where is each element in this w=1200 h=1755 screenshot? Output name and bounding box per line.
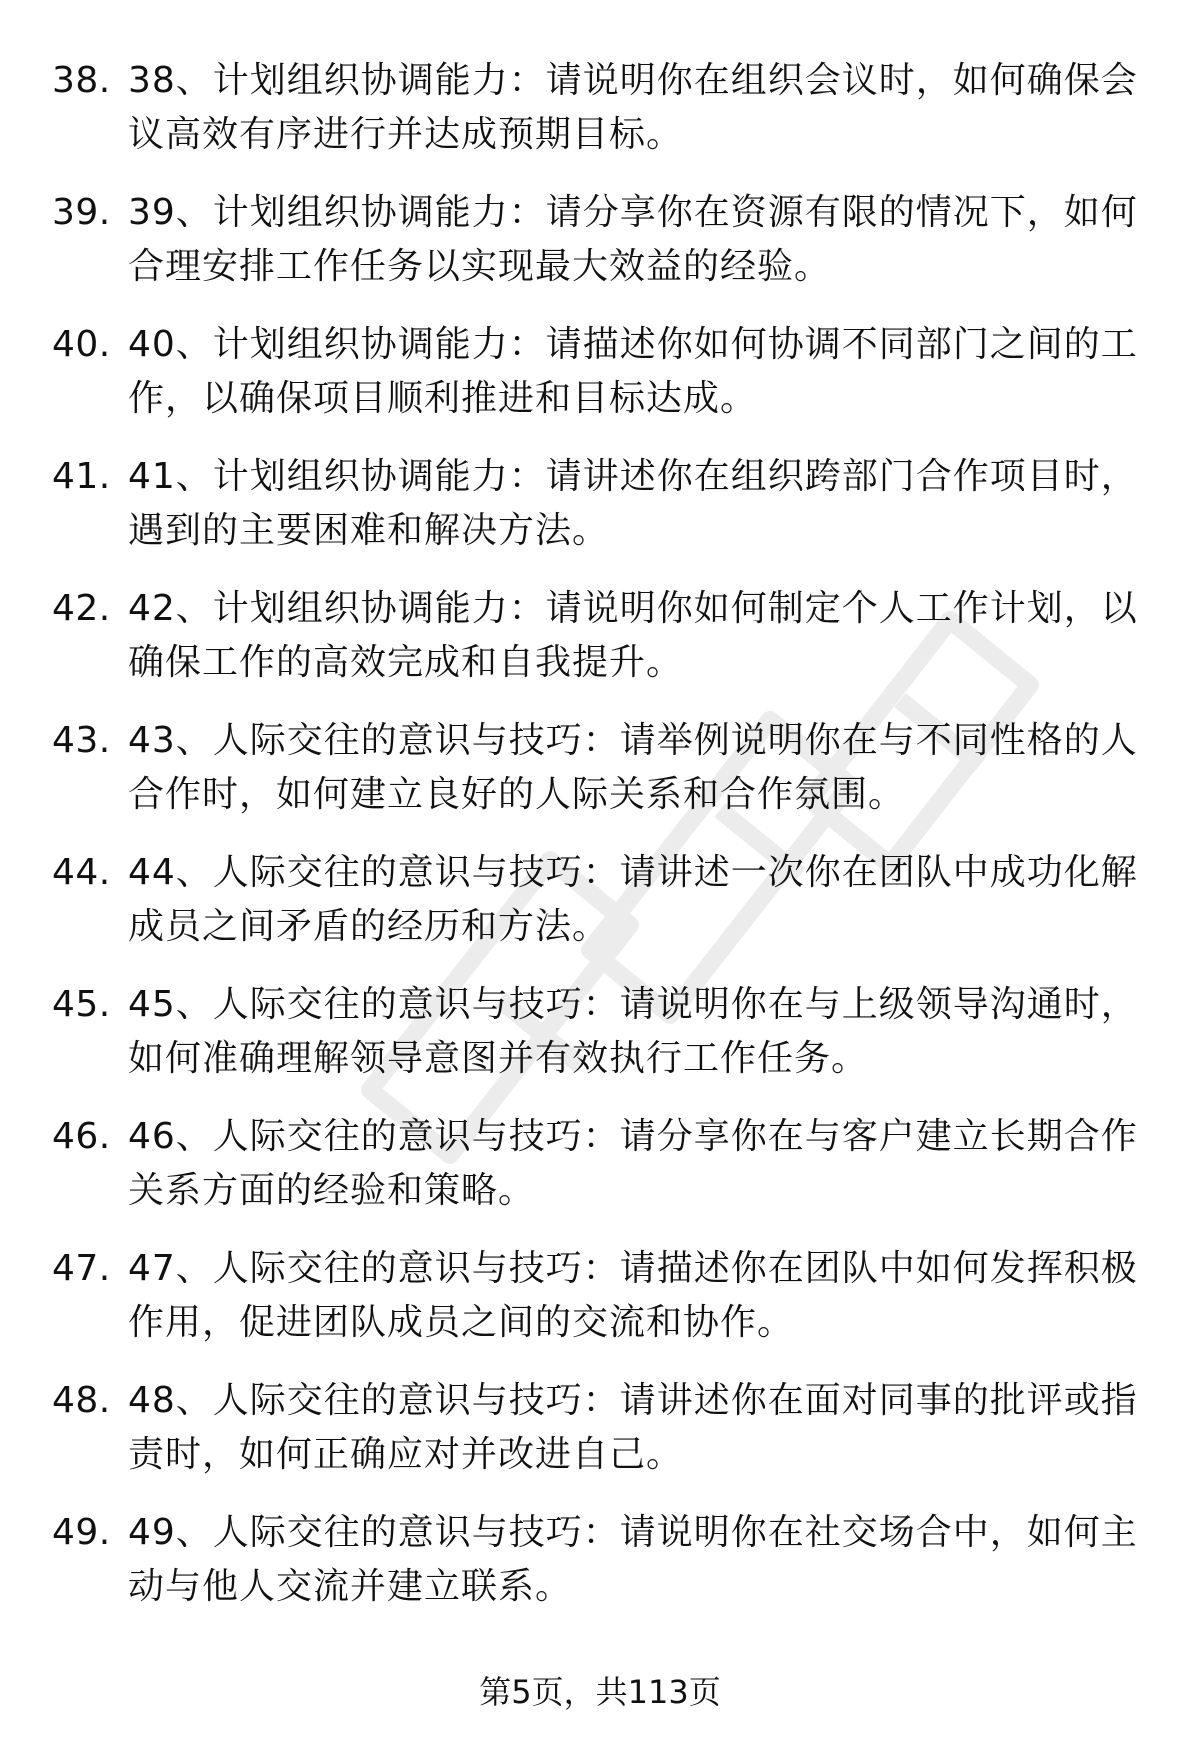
question-text: 48、人际交往的意识与技巧：请讲述你在面对同事的批评或指责时，如何正确应对并改进自己。 <box>128 1380 1138 1475</box>
question-text: 47、人际交往的意识与技巧：请描述你在团队中如何发挥积极作用，促进团队成员之间的交流和协作。 <box>128 1248 1138 1343</box>
question-text: 42、计划组织协调能力：请说明你如何制定个人工作计划，以确保工作的高效完成和自我提升。 <box>128 588 1138 683</box>
question-item <box>52 54 1152 186</box>
question-text: 41、计划组织协调能力：请讲述你在组织跨部门合作项目时，遇到的主要困难和解决方法。 <box>128 456 1138 551</box>
question-item <box>52 186 1152 318</box>
question-item <box>52 1506 1152 1638</box>
question-number: 44. <box>52 852 111 893</box>
question-item <box>52 450 1152 582</box>
question-number: 48. <box>52 1380 111 1421</box>
question-number: 45. <box>52 984 111 1025</box>
page-footer: 第5页，共113页 <box>479 1673 721 1711</box>
question-item <box>52 582 1152 714</box>
question-item <box>52 1374 1152 1506</box>
question-number: 47. <box>52 1248 111 1289</box>
question-number: 40. <box>52 324 111 365</box>
question-text: 39、计划组织协调能力：请分享你在资源有限的情况下，如何合理安排工作任务以实现最大效益的经验。 <box>128 192 1138 287</box>
question-text: 44、人际交往的意识与技巧：请讲述一次你在团队中成功化解成员之间矛盾的经历和方法。 <box>128 852 1138 947</box>
question-item <box>52 318 1152 450</box>
question-item <box>52 846 1152 978</box>
question-number: 49. <box>52 1512 111 1553</box>
question-number: 38. <box>52 60 111 101</box>
question-number: 43. <box>52 720 111 761</box>
question-text: 43、人际交往的意识与技巧：请举例说明你在与不同性格的人合作时，如何建立良好的人际关系和合作氛围。 <box>128 720 1138 815</box>
question-text: 40、计划组织协调能力：请描述你如何协调不同部门之间的工作，以确保项目顺利推进和目标达成。 <box>128 324 1138 419</box>
question-number: 41. <box>52 456 111 497</box>
question-text: 38、计划组织协调能力：请说明你在组织会议时，如何确保会议高效有序进行并达成预期目标。 <box>128 60 1138 155</box>
question-item <box>52 1110 1152 1242</box>
question-text: 46、人际交往的意识与技巧：请分享你在与客户建立长期合作关系方面的经验和策略。 <box>128 1116 1138 1211</box>
question-item <box>52 978 1152 1110</box>
question-list <box>52 54 1152 1638</box>
question-number: 39. <box>52 192 111 233</box>
question-item <box>52 714 1152 846</box>
question-text: 45、人际交往的意识与技巧：请说明你在与上级领导沟通时，如何准确理解领导意图并有效执行工作任务。 <box>128 984 1138 1079</box>
question-text: 49、人际交往的意识与技巧：请说明你在社交场合中，如何主动与他人交流并建立联系。 <box>128 1512 1138 1607</box>
question-number: 42. <box>52 588 111 629</box>
question-number: 46. <box>52 1116 111 1157</box>
question-item <box>52 1242 1152 1374</box>
